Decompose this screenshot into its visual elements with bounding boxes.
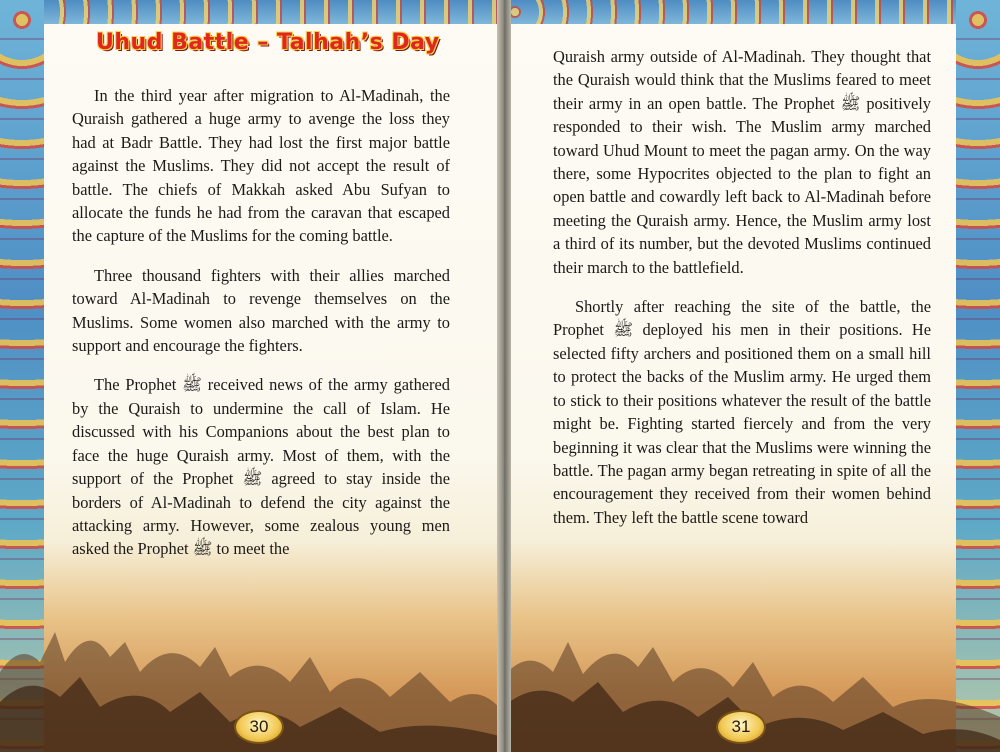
paragraph: In the third year after migration to Al-Madinah, the Quraish gathered a huge army to avenge the loss they had at Badr Battle. They had lost the first major battle against the Muslims. They did not accept the result of battle. The chiefs of Makkah asked Abu Sufyan to allocate the funds he had from the caravan that escaped the capture of the Muslims for the coming battle. — [72, 86, 450, 246]
paragraph: Three thousand fighters with their allies marched toward Al-Madinah to revenge themselves on the Muslims. Some women also marched with the army to support and encourage the fighters. — [72, 265, 450, 356]
page-number: 30 — [234, 710, 284, 744]
top-ornament-border — [503, 0, 1000, 24]
paragraph: The Prophet ﷺ received news of the army gathered by the Quraish to undermine the call of Islam. He discussed with his Companions about the best plan to face the huge Quraish army. Most of them, with the support of the Prophet ﷺ agreed to stay inside the borders of Al-Madinah to defend the city against the attacking army. However, some zealous young men asked the Prophet ﷺ to meet the — [72, 375, 450, 559]
page-number: 31 — [716, 710, 766, 744]
book-gutter — [497, 0, 511, 752]
paragraph: Shortly after reaching the site of the battle, the Prophet ﷺ deployed his men in their positions. He selected fifty archers and positioned them on a small hill to protect the backs of the Muslim army. He urged them to stick to their positions whatever the result of the battle might be. Fighting started fiercely and from the very beginning it was clear that the Muslims were winning the battle. The pagan army began retreating in spite of all the encouragement they received from their women behind them. They left the battle scene toward — [553, 297, 931, 527]
paragraph: Quraish army outside of Al-Madinah. They thought that the Quraish would think that the Muslims feared to meet their army in an open battle. The Prophet ﷺ positively responded to their wish. The Muslim army marched toward Uhud Mount to meet the pagan army. On the way there, some Hypocrites objected to the plan to fight an open battle and cowardly left back to Al-Madinah before meeting the Quraish army. Hence, the Muslim army lost a third of its number, but the devoted Muslims continued their march to the battlefield. — [553, 47, 931, 277]
top-ornament-border — [0, 0, 503, 24]
left-page-text — [72, 84, 450, 577]
right-page-text — [553, 45, 931, 545]
right-page — [503, 0, 1000, 752]
chapter-title: Uhud Battle – Talhah’s Day — [96, 30, 440, 55]
